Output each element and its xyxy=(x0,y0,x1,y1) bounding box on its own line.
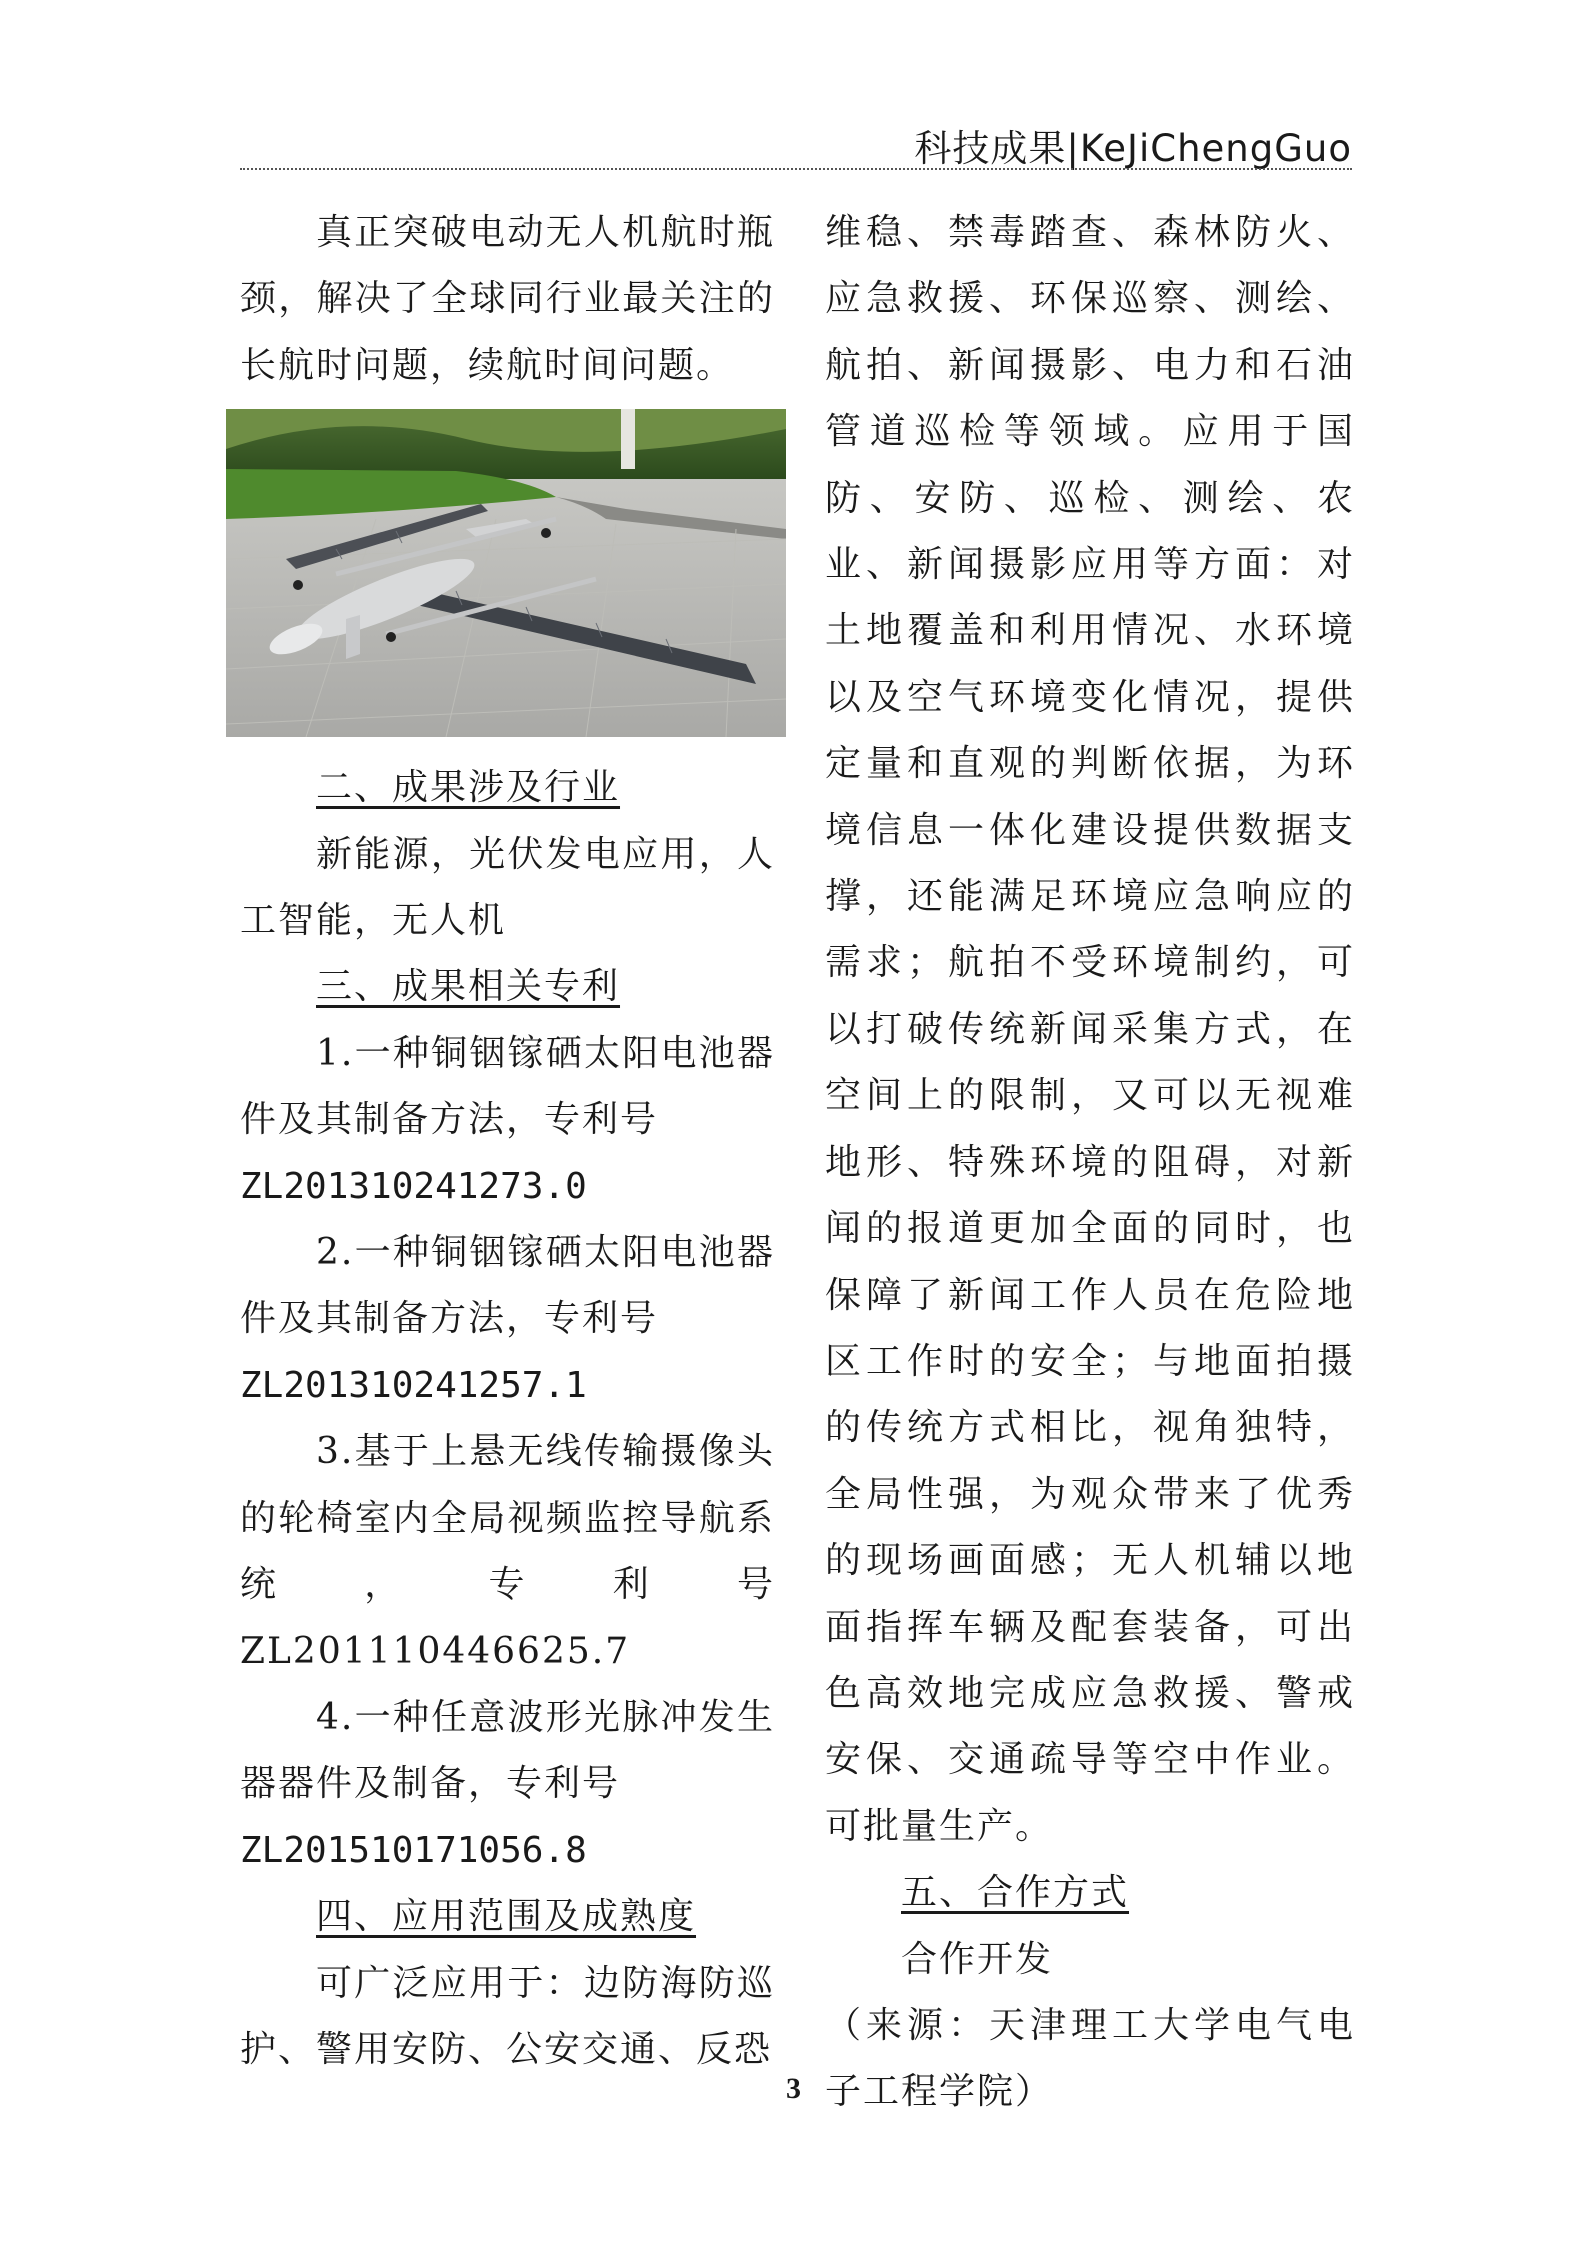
section4-body-continued: 维稳、禁毒踏查、森林防火、应急救援、环保巡察、测绘、航拍、新闻摄影、电力和石油管道巡检等领域。应用于国防、安防、巡检、测绘、农业、新闻摄影应用等方面：对土地覆盖和利用情况、水环境以及空气环境变化情况，提供定量和直观的判断依据，为环境信息一体化建设提供数据支撑，还能满足环境应急响应的需求；航拍不受环境制约，可以打破传统新闻采集方式，在空间上的限制，又可以无视难地形、特殊环境的阻碍，对新闻的报道更加全面的同时，也保障了新闻工作人员在危险地区工作时的安全；与地面拍摄的传统方式相比，视角独特，全局性强，为观众带来了优秀的现场画面感；无人机辅以地面指挥车辆及配套装备，可出色高效地完成应急救援、警戒安保、交通疏导等空中作业。可批量生产。 xyxy=(825,212,1355,1847)
patent-item: 1.一种铜铟镓硒太阳电池器件及其制备方法，专利号 ZL201310241273.0 xyxy=(240,1032,775,1207)
patent-item: 4.一种任意波形光脉冲发生器器件及制备，专利号 ZL201510171056.8 xyxy=(240,1696,775,1871)
section5-body: 合作开发 xyxy=(901,1938,1054,1980)
section2-body: 新能源，光伏发电应用，人工智能，无人机 xyxy=(240,833,775,942)
right-column xyxy=(825,200,1355,2126)
patent-item: 3.基于上悬无线传输摄像头的轮椅室内全局视频监控导航系统，专利号 ZL201110446625.7 xyxy=(240,1431,775,1672)
section4-body-start: 可广泛应用于：边防海防巡护、警用安防、公安交通、反恐 xyxy=(240,1962,775,2070)
section4-heading: 四、应用范围及成熟度 xyxy=(316,1896,697,1938)
section5-heading: 五、合作方式 xyxy=(901,1872,1130,1914)
solar-drone-photo xyxy=(226,409,786,737)
section2-heading: 二、成果涉及行业 xyxy=(316,767,621,809)
header-rule xyxy=(240,168,1352,170)
patent-item: 2.一种铜铟镓硒太阳电池器件及其制备方法，专利号 ZL201310241257.1 xyxy=(240,1232,775,1406)
section3-heading: 三、成果相关专利 xyxy=(316,966,621,1008)
source-note: （来源：天津理工大学电气电子工程学院） xyxy=(825,2004,1355,2113)
left-column xyxy=(240,200,775,2083)
page-header: 科技成果|KeJiChengGuo xyxy=(914,127,1352,170)
intro-paragraph: 真正突破电动无人机航时瓶颈，解决了全球同行业最关注的长航时问题，续航时间问题。 xyxy=(240,212,775,386)
page-number: 3 xyxy=(786,2072,801,2105)
